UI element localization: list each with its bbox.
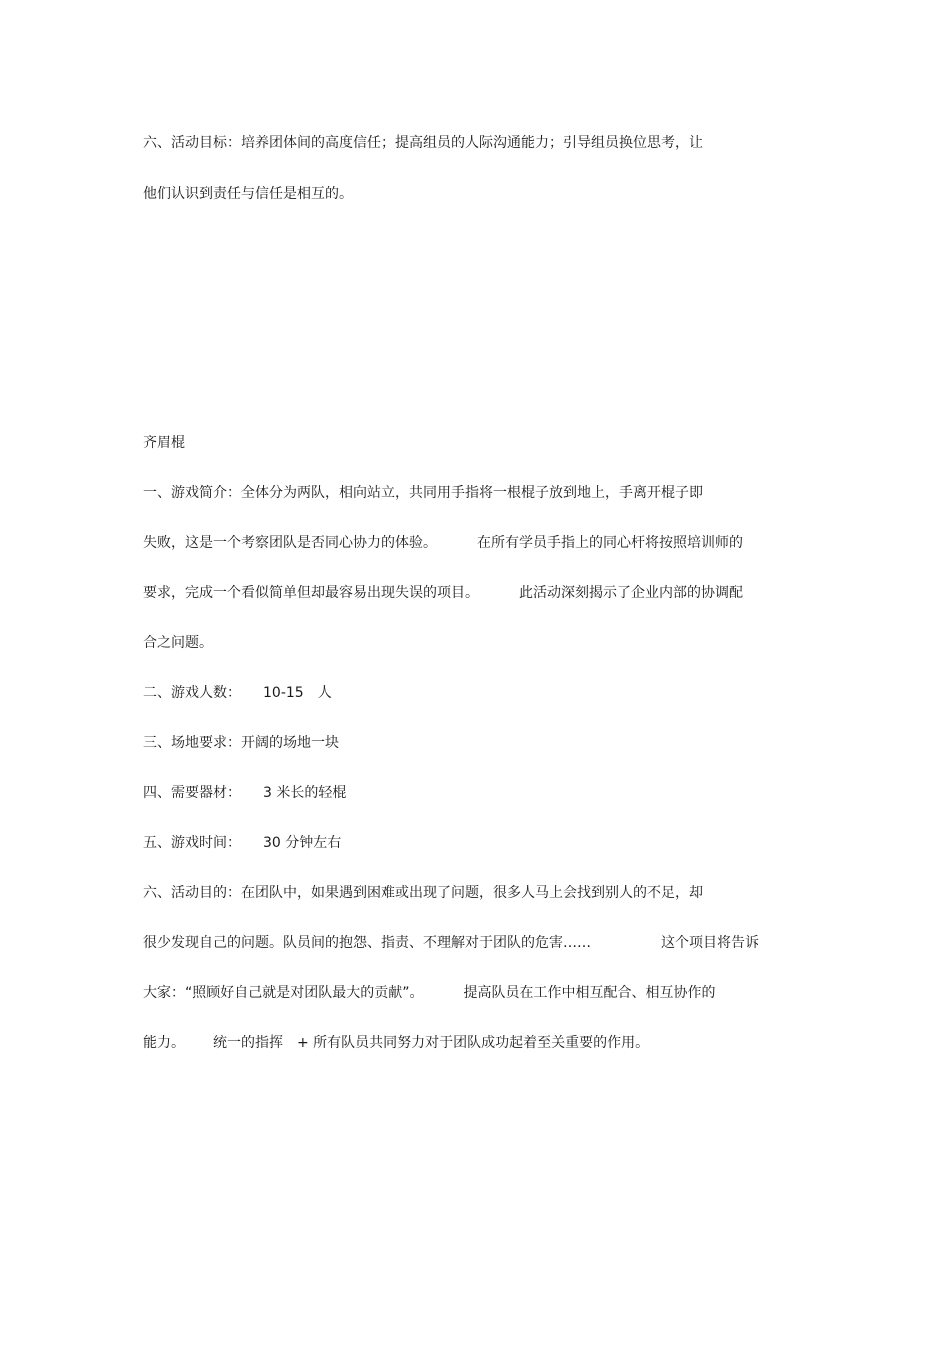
duration-value: 30 <box>263 835 281 851</box>
equipment-line <box>143 783 346 803</box>
intro-line-2 <box>143 533 743 553</box>
purpose-line-2a: 很少发现自己的问题。队员间的抱怨、指责、不理解对于团队的危害…… <box>143 935 591 951</box>
players-line <box>143 683 332 703</box>
purpose-line-3 <box>143 983 716 1003</box>
intro-line-3b: 此活动深刻揭示了企业内部的协调配 <box>519 585 743 601</box>
equipment-unit: 米长的轻棍 <box>276 785 347 801</box>
duration-line <box>143 833 341 853</box>
goal-line-1: 六、活动目标：培养团体间的高度信任；提高组员的人际沟通能力；引导组员换位思考，让 <box>143 135 703 151</box>
intro-line-2a: 失败，这是一个考察团队是否同心协力的体验。 <box>143 535 437 551</box>
players-label: 二、游戏人数： <box>143 685 241 701</box>
purpose-line-4c: + 所有队员共同努力对于团队成功起着至关重要的作用。 <box>297 1035 650 1051</box>
purpose-line-4 <box>143 1033 649 1053</box>
purpose-line-4a: 能力。 <box>143 1035 185 1051</box>
purpose-line-3b: 提高队员在工作中相互配合、相互协作的 <box>463 985 716 1001</box>
purpose-line-4b: 统一的指挥 <box>213 1035 283 1051</box>
purpose-line-2b: 这个项目将告诉 <box>661 935 759 951</box>
intro-line-4: 合之问题。 <box>143 635 213 651</box>
intro-line-2b: 在所有学员手指上的同心杆将按照培训师的 <box>477 535 743 551</box>
intro-line-3a: 要求，完成一个看似简单但却最容易出现失误的项目。 <box>143 585 479 601</box>
equipment-label: 四、需要器材： <box>143 785 241 801</box>
venue-line: 三、场地要求：开阔的场地一块 <box>143 735 339 751</box>
players-unit: 人 <box>317 685 332 701</box>
equipment-value: 3 <box>263 785 272 801</box>
intro-line-1: 一、游戏简介：全体分为两队，相向站立，共同用手指将一根棍子放到地上，手离开棍子即 <box>143 485 703 501</box>
duration-unit: 分钟左右 <box>285 835 342 851</box>
duration-label: 五、游戏时间： <box>143 835 241 851</box>
players-value: 10-15 <box>263 685 304 701</box>
goal-line-2: 他们认识到责任与信任是相互的。 <box>143 186 353 202</box>
section-title: 齐眉棍 <box>143 435 185 451</box>
purpose-line-3a: 大家：“照顾好自己就是对团队最大的贡献”。 <box>143 985 424 1001</box>
purpose-line-1: 六、活动目的：在团队中，如果遇到困难或出现了问题，很多人马上会找到别人的不足，却 <box>143 885 703 901</box>
purpose-line-2 <box>143 933 759 953</box>
intro-line-3 <box>143 583 743 603</box>
